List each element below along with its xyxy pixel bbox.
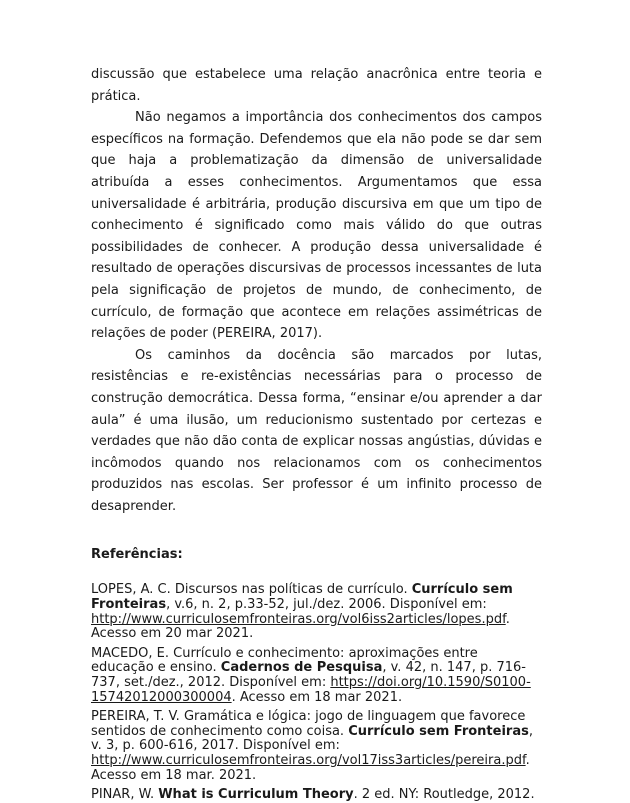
reference-item bbox=[91, 710, 542, 783]
reference-text: LOPES, A. C. Discursos nas políticas de currículo. bbox=[91, 582, 412, 598]
reference-text: . Acesso em 18 mar 2021. bbox=[231, 689, 403, 705]
reference-item bbox=[91, 583, 542, 641]
reference-text: . Acesso em 18 mar. 2021. bbox=[91, 753, 530, 783]
reference-text: MACEDO, E. Currículo e conhecimento: aproximações entre educação e ensino. bbox=[91, 645, 478, 676]
reference-text: PEREIRA, T. V. Gramática e lógica: jogo de linguagem que favorece sentidos de conhecimento como coisa. bbox=[91, 709, 526, 739]
reference-item bbox=[91, 788, 542, 803]
body-paragraph-2: Não negamos a importância dos conhecimentos dos campos específicos na formação. Defendemos que ela não pode se dar sem que haja a problematização da dimensão de universalidade atribuída a esses conhecimentos. Argumentamos que essa universalidade é arbitrária, produção discursiva em que um tipo de conhecimento é significado como mais válido do que outras possibilidades de conhecer. A produção dessa universalidade é resultado de operações discursivas de processos incessantes de luta pela significação de projetos de mundo, de conhecimento, de currículo, de formação que acontece em relações assimétricas de relações de poder (PEREIRA, 2017). bbox=[91, 110, 547, 342]
reference-item bbox=[91, 647, 542, 705]
references-heading: Referências: bbox=[91, 547, 183, 563]
body-paragraph-1: discussão que estabelece uma relação anacrônica entre teoria e prática. bbox=[91, 67, 547, 104]
body-paragraph-3: Os caminhos da docência são marcados por lutas, resistências e re-existências necessárias para o processo de construção democrática. Dessa forma, “ensinar e/ou aprender a dar aula” é uma ilusão, um reducionismo sustentado por certezas e verdades que não dão conta de explicar nossas angústias, dúvidas e incômodos quando nos relacionamos com os conhecimentos produzidos nas escolas. Ser professor é um infinito processo de desaprender. bbox=[91, 347, 547, 514]
reference-source-title: Currículo sem Fronteiras bbox=[91, 582, 513, 613]
reference-text: . Acesso em 20 mar 2021. bbox=[91, 611, 510, 642]
reference-text: , v. 3, p. 600-616, 2017. Disponível em: bbox=[91, 723, 533, 754]
reference-link[interactable]: https://doi.org/10.1590/S0100-15742012000300004 bbox=[91, 675, 531, 705]
document-page bbox=[91, 64, 547, 803]
reference-source-title: What is Curriculum Theory bbox=[158, 787, 354, 803]
reference-source-title: Cadernos de Pesquisa bbox=[220, 660, 383, 676]
reference-link[interactable]: http://www.curriculosemfronteiras.org/vol17iss3articles/pereira.pdf bbox=[91, 753, 526, 768]
reference-text: PINAR, W. bbox=[91, 787, 159, 803]
reference-source-title: Currículo sem Fronteiras bbox=[348, 723, 529, 739]
reference-link[interactable]: http://www.curriculosemfronteiras.org/vol6iss2articles/lopes.pdf bbox=[91, 611, 506, 627]
reference-text: , v. 42, n. 147, p. 716-737, set./dez., 2012. Disponível em: bbox=[91, 660, 526, 691]
reference-text: , v.6, n. 2, p.33-52, jul./dez. 2006. Disponível em: bbox=[166, 597, 487, 613]
reference-text: . 2 ed. NY: Routledge, 2012. bbox=[353, 787, 535, 803]
